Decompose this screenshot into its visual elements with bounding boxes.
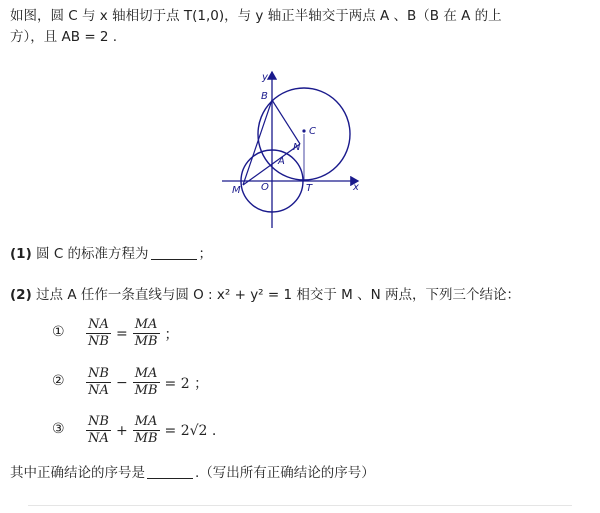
answer-blank-2[interactable]: [147, 464, 193, 479]
item-2-marker: ②: [52, 373, 65, 389]
problem-line-1: 如图，圆 C 与 x 轴相切于点 T(1,0)，与 y 轴正半轴交于两点 A 、B（B 在 A 的上: [10, 8, 502, 24]
label-t: T: [306, 183, 313, 194]
part-2-text: 过点 A 任作一条直线与圆 O : x² + y² = 1 相交于 M 、N 两点，下列三个结论：: [36, 287, 520, 303]
label-b: B: [261, 91, 268, 102]
item-2-tail: = 2 ；: [164, 375, 209, 392]
item-3-right-frac: $\frac{MA}{MB}$: [134, 414, 158, 446]
label-x: x: [353, 182, 359, 193]
part-2-label: (2): [10, 287, 32, 303]
item-1: $\frac{NA}{NB}$ = $\frac{MA}{MB}$ ；: [88, 317, 179, 349]
label-c: C: [309, 126, 316, 137]
item-3: $\frac{NB}{NA}$ + $\frac{MA}{MB}$ = 2√2 .: [88, 414, 217, 446]
item-3-marker: ③: [52, 421, 65, 437]
item-2: $\frac{NB}{NA}$ − $\frac{MA}{MB}$ = 2 ；: [88, 366, 209, 398]
label-m: M: [232, 185, 241, 196]
item-1-right-frac: $\frac{MA}{MB}$: [134, 317, 158, 349]
answer-blank-1[interactable]: [151, 245, 197, 260]
label-y: y: [262, 72, 268, 83]
label-o: O: [261, 182, 269, 193]
part-1-end: ；: [198, 246, 213, 262]
item-2-left-frac: $\frac{NB}{NA}$: [88, 366, 109, 398]
item-2-right-frac: $\frac{MA}{MB}$: [134, 366, 158, 398]
item-3-tail: = 2√2 .: [164, 422, 217, 439]
part-1-text: 圆 C 的标准方程为: [36, 246, 149, 262]
label-a: A: [278, 156, 285, 167]
conclusion-text: 其中正确结论的序号是: [10, 465, 145, 481]
part-1: [10, 244, 212, 264]
item-1-left-frac: $\frac{NA}{NB}$: [88, 317, 109, 349]
conclusion: [10, 463, 375, 483]
segment-bm: [243, 100, 272, 185]
label-n: N: [293, 142, 301, 153]
point-c: [302, 129, 305, 132]
item-3-left-frac: $\frac{NB}{NA}$: [88, 414, 109, 446]
part-2: [10, 285, 520, 305]
segment-bn: [272, 100, 300, 144]
conclusion-tail: .（写出所有正确结论的序号）: [195, 465, 375, 481]
problem-line-2: 方），且 AB = 2 .: [10, 29, 118, 45]
divider: [28, 505, 572, 506]
item-1-marker: ①: [52, 324, 65, 340]
item-1-tail: ；: [164, 326, 179, 343]
part-1-label: (1): [10, 246, 32, 262]
